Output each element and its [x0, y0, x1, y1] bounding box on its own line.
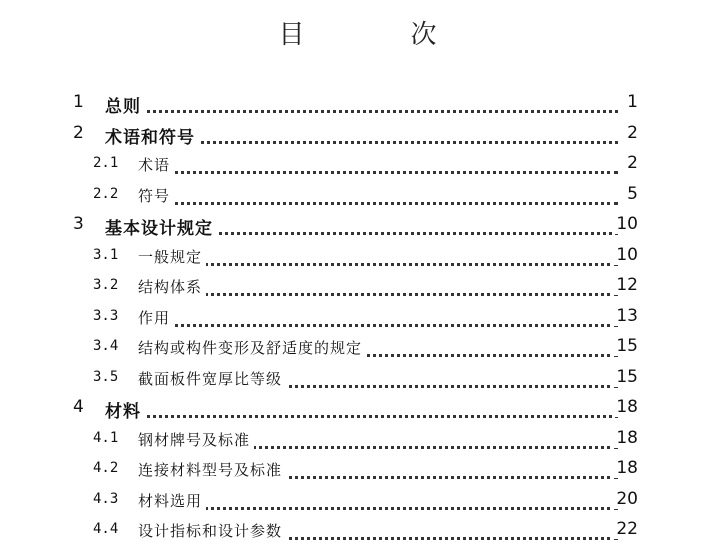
- toc-dot-leader: [105, 397, 618, 418]
- toc-entry[interactable]: [0, 180, 715, 210]
- toc-entry[interactable]: [0, 241, 715, 271]
- toc-entry-page-number: 15: [612, 336, 638, 356]
- toc-entry[interactable]: [0, 393, 715, 423]
- toc-entry-number: 4.2: [93, 460, 119, 476]
- toc-entry-number: 3.3: [93, 307, 119, 324]
- toc-entry-number: 3.5: [93, 368, 119, 385]
- toc-entry-title: 一般规定: [138, 246, 206, 267]
- toc-entry[interactable]: [0, 332, 715, 362]
- toc-dot-leader: [138, 489, 618, 510]
- toc-entry-page-number: 2: [623, 153, 638, 173]
- toc-entry-title: 作用: [138, 307, 174, 328]
- toc-entry-number: 3.4: [93, 338, 119, 354]
- toc-entry-page-number: 18: [612, 428, 638, 448]
- toc-entry-title: 设计指标和设计参数: [138, 520, 286, 541]
- toc-entry-title: 材料: [105, 397, 145, 422]
- toc-entry-number: 1: [73, 92, 84, 112]
- toc-entry-number: 3.2: [93, 277, 119, 293]
- toc-entry-page-number: 18: [612, 458, 638, 478]
- toc-entry-page-number: 22: [612, 519, 638, 539]
- toc-entry-page-number: 10: [612, 214, 638, 234]
- toc-entry-title: 结构体系: [138, 276, 206, 297]
- toc-entry[interactable]: [0, 119, 715, 149]
- toc-entry-title: 术语: [138, 154, 174, 175]
- toc-dot-leader: [138, 275, 618, 296]
- toc-entry-page-number: 10: [612, 245, 638, 265]
- toc-entry[interactable]: [0, 302, 715, 332]
- toc-entry-page-number: 2: [623, 123, 638, 143]
- toc-entry[interactable]: [0, 424, 715, 454]
- toc-entry-number: 3.1: [93, 246, 119, 263]
- toc-entry-title: 钢材牌号及标准: [138, 429, 254, 450]
- toc-entry[interactable]: [0, 271, 715, 301]
- toc-entry-number: 2.2: [93, 185, 119, 202]
- toc-entry-number: 4: [73, 397, 84, 417]
- toc-entry[interactable]: [0, 149, 715, 179]
- toc-entry-page-number: 18: [612, 397, 638, 417]
- toc-dot-leader: [105, 92, 618, 113]
- toc-entry[interactable]: [0, 210, 715, 240]
- toc-entry-page-number: 13: [612, 306, 638, 326]
- toc-entry-title: 结构或构件变形及舒适度的规定: [138, 337, 366, 358]
- toc-entry[interactable]: [0, 485, 715, 515]
- toc-dot-leader: [138, 153, 618, 174]
- toc-entry-title: 术语和符号: [105, 123, 199, 148]
- toc-entry-page-number: 12: [612, 275, 638, 295]
- toc-entry-page-number: 15: [612, 367, 638, 387]
- toc-entry[interactable]: [0, 88, 715, 118]
- toc-dot-leader: [138, 245, 618, 266]
- toc-entry[interactable]: [0, 454, 715, 484]
- toc-entry-page-number: 1: [623, 92, 638, 112]
- page-title: 目 次: [278, 20, 477, 50]
- toc-dot-leader: [138, 306, 618, 327]
- toc-entry-title: 连接材料型号及标准: [138, 459, 286, 480]
- toc-entry-title: 总则: [105, 92, 145, 117]
- toc-entry-number: 4.1: [93, 429, 119, 446]
- toc-entry-number: 2: [73, 122, 84, 143]
- toc-entry-number: 4.3: [93, 490, 119, 507]
- toc-entry-title: 基本设计规定: [105, 214, 217, 239]
- toc-entry-page-number: 5: [623, 184, 638, 204]
- toc-entry-number: 2.1: [93, 155, 119, 171]
- toc-entry-title: 材料选用: [138, 490, 206, 511]
- toc-entry[interactable]: [0, 363, 715, 393]
- toc-entry-number: 3: [73, 214, 84, 234]
- toc-entry[interactable]: [0, 515, 715, 545]
- toc-entry-title: 符号: [138, 185, 174, 206]
- toc-dot-leader: [138, 184, 618, 205]
- toc-entry-number: 4.4: [93, 521, 119, 537]
- toc-entry-title: 截面板件宽厚比等级: [138, 368, 286, 389]
- toc-entry-page-number: 20: [612, 489, 638, 509]
